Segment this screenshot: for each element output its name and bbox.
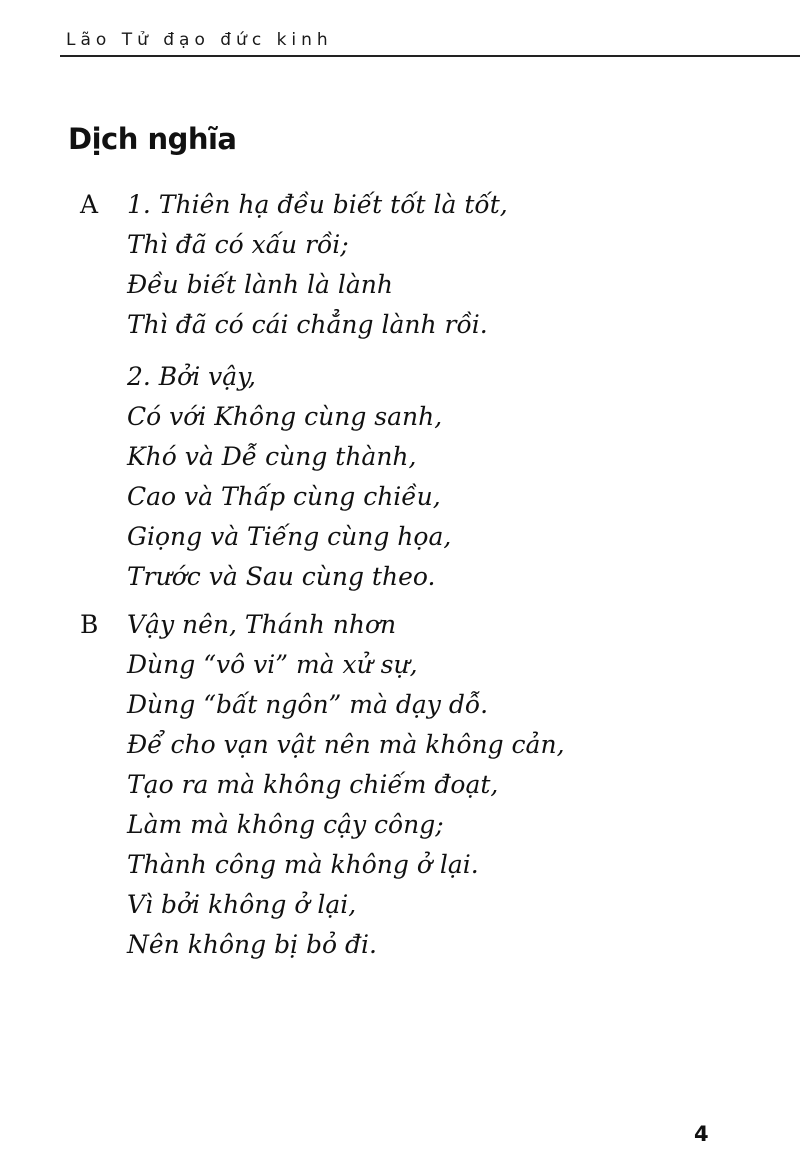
section-body <box>127 605 787 965</box>
verse-line: Thì đã có cái chẳng lành rồi. <box>127 310 488 339</box>
verse-line: Vậy nên, Thánh nhơn <box>127 610 397 639</box>
verse-line: Vì bởi không ở lại, <box>127 890 357 919</box>
section-body <box>127 185 787 597</box>
verse-line: 1. Thiên hạ đều biết tốt là tốt, <box>127 190 508 219</box>
verse-line: Thì đã có xấu rồi; <box>127 230 349 259</box>
header-rule <box>60 55 800 57</box>
section-heading: Dịch nghĩa <box>68 122 237 156</box>
verse-line: Dùng “bất ngôn” mà dạy dỗ. <box>127 690 489 719</box>
section-letter: A <box>80 190 99 219</box>
verse-line: Trước và Sau cùng theo. <box>127 562 436 591</box>
verse-line: Để cho vạn vật nên mà không cản, <box>127 730 565 759</box>
verse-line: Cao và Thấp cùng chiều, <box>127 482 441 511</box>
verse-line: 2. Bởi vậy, <box>127 362 256 391</box>
verse-line: Nên không bị bỏ đi. <box>127 930 377 959</box>
running-header: Lão Tử đạo đức kinh <box>66 30 333 50</box>
verse-line: Khó và Dễ cùng thành, <box>127 442 417 471</box>
verse-line: Tạo ra mà không chiếm đoạt, <box>127 770 499 799</box>
stanza-2 <box>127 357 787 597</box>
verse-line: Đều biết lành là lành <box>127 270 393 299</box>
stanza-3 <box>127 605 787 965</box>
page-number: 4 <box>694 1122 709 1146</box>
verse-line: Có với Không cùng sanh, <box>127 402 443 431</box>
verse-line: Dùng “vô vi” mà xử sự, <box>127 650 418 679</box>
verse-line: Thành công mà không ở lại. <box>127 850 479 879</box>
stanza-1 <box>127 185 787 345</box>
section-letter: B <box>80 610 99 639</box>
verse-line: Làm mà không cậy công; <box>127 810 444 839</box>
verse-line: Giọng và Tiếng cùng họa, <box>127 522 452 551</box>
